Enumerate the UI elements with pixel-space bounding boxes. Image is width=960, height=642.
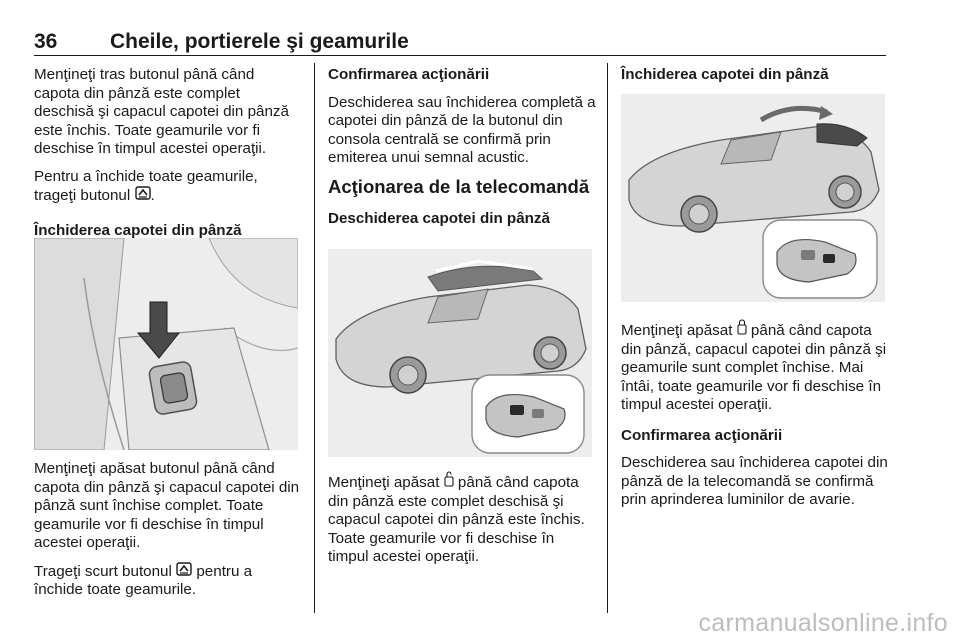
column-divider-2 [607, 63, 608, 613]
column-2-lower [328, 471, 596, 576]
column-divider-1 [314, 63, 315, 613]
window-close-button-icon [176, 562, 192, 581]
paragraph [328, 471, 596, 567]
paragraph: Deschiderea sau închiderea capotei din pânză de la telecomandă se confirmă prin aprinderea luminilor de avarie. [621, 454, 888, 508]
column-1 [34, 66, 302, 249]
section-heading: Confirmarea acţionării [328, 66, 490, 83]
remote-lock-icon [737, 319, 747, 340]
paragraph: Menţineţi apăsat butonul până când capota din pânză şi capacul capotei din pânză sunt închise complet. Toate geamurile vor fi deschise în timpul acestei operaţii. [34, 460, 300, 551]
paragraph-text: Pentru a închide toate geamurile, trageţi butonul [34, 167, 258, 204]
paragraph [621, 319, 889, 415]
car-roof-closing-illustration [621, 94, 885, 302]
center-console-button-illustration [34, 238, 298, 450]
paragraph-text: până când capota din pânză, capacul capotei din pânză şi geamurile sunt complet închise. Mai întâi, toate geamurile vor fi deschise în timpul acestei operaţii. [621, 322, 887, 413]
section-title: Acţionarea de la telecomandă [328, 175, 590, 197]
header-rule [34, 55, 886, 56]
paragraph [34, 562, 302, 600]
chapter-title: Cheile, portierele şi geamurile [110, 30, 409, 53]
remote-unlock-icon [444, 471, 454, 492]
window-close-button-icon [135, 186, 151, 205]
section-heading: Închiderea capotei din pânză [621, 66, 829, 83]
watermark: carmanualsonline.info [698, 609, 948, 637]
section-heading: Închiderea capotei din pânză [34, 221, 242, 239]
paragraph-text: până când capota din pânză este complet deschisă şi capacul capotei din pânză este închis. Toate geamurile vor fi deschise în timpul acestei operaţii. [328, 474, 585, 565]
section-heading: Confirmarea acţionării [621, 426, 783, 444]
paragraph-text: Menţineţi apăsat [621, 322, 733, 339]
paragraph-text: Menţineţi apăsat [328, 474, 440, 491]
column-2 [328, 66, 596, 238]
column-1-lower [34, 460, 302, 609]
paragraph-text: pentru a închide toate geamurile. [34, 562, 253, 598]
paragraph: Menţineţi tras butonul până când capota din pânză este complet deschisă şi capacul capotei din pânză este închis. Toate geamurile vor fi deschise în timpul acestei operaţii. [34, 66, 289, 157]
paragraph: Pentru a închide toate geamurile, trageţi butonul . [34, 167, 258, 204]
paragraph: Deschiderea sau închiderea completă a capotei din pânză de la butonul din consola centrală se confirmă prin emiterea unui semnal acustic. [328, 93, 596, 166]
paragraph-text: Trageţi scurt butonul [34, 562, 172, 580]
page-header [34, 30, 886, 58]
column-3 [621, 66, 889, 94]
section-heading: Deschiderea capotei din pânză [328, 210, 550, 227]
page-number: 36 [34, 30, 58, 53]
column-3-lower [621, 319, 889, 519]
car-roof-open-illustration [328, 249, 592, 457]
